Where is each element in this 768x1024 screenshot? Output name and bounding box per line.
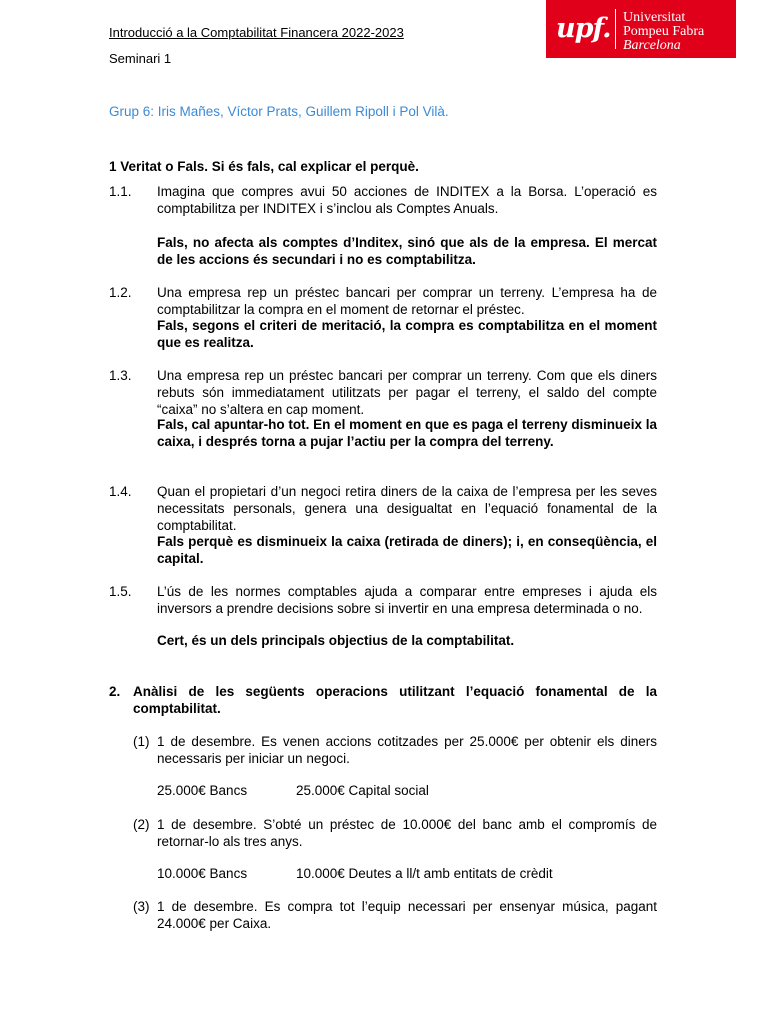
operation-text: 1 de desembre. Es compra tot l’equip necessari per ensenyar música, pagant 24.000€ per Caixa. [157, 899, 657, 931]
logo-line-1: Universitat [623, 10, 686, 25]
university-logo [546, 0, 736, 58]
entry-credit: 25.000€ Capital social [296, 783, 429, 798]
item-answer: Fals, cal apuntar-ho tot. En el moment en que es paga el terreny disminueix la caixa, i després torna a pujar l’actiu per la compra del terreny. [157, 417, 657, 449]
item-answer: Fals perquè es disminueix la caixa (retirada de diners); i, en conseqüència, el capital. [157, 534, 657, 566]
item-answer: Fals, no afecta als comptes d’Inditex, sinó que als de la empresa. El mercat de les accions és secundari i no es comptabilitza. [157, 235, 657, 267]
operation-text: 1 de desembre. S’obté un préstec de 10.000€ del banc amb el compromís de retornar-lo als tres anys. [157, 817, 657, 849]
section-1-heading: 1 Veritat o Fals. Si és fals, cal explicar el perquè. [109, 159, 419, 174]
logo-line-2: Pompeu Fabra [623, 24, 705, 39]
item-number: 1.3. [109, 368, 132, 383]
group-members: Grup 6: Iris Mañes, Víctor Prats, Guillem Ripoll i Pol Vilà. [109, 104, 449, 119]
operation-number: (1) [133, 734, 150, 749]
section-2-number: 2. [109, 684, 121, 699]
item-question: Una empresa rep un préstec bancari per comprar un terreny. Com que els diners rebuts són immediatament utilitzats per pagar el terreny, el saldo del compte “caixa” no s’altera en cap moment. [157, 368, 657, 417]
item-answer: Cert, és un dels principals objectius de la comptabilitat. [157, 633, 515, 648]
item-number: 1.5. [109, 584, 132, 599]
entry-debit: 25.000€ Bancs [157, 783, 248, 798]
item-question: L’ús de les normes comptables ajuda a comparar entre empreses i ajuda els inversors a prendre decisions sobre si invertir en una empresa determinada o no. [157, 584, 657, 616]
item-number: 1.2. [109, 285, 132, 300]
logo-line-3: Barcelona [623, 38, 681, 53]
item-number: 1.1. [109, 184, 132, 199]
course-title: Introducció a la Comptabilitat Financera 2022-2023 [109, 25, 404, 40]
logo-mark: upf. [556, 13, 611, 44]
entry-debit: 10.000€ Bancs [157, 866, 248, 881]
operation-text: 1 de desembre. Es venen accions cotitzades per 25.000€ per obtenir els diners necessaris per iniciar un negoci. [157, 734, 657, 766]
item-question: Quan el propietari d’un negoci retira diners de la caixa de l’empresa per les seves necessitats personals, genera una desigualtat en l’equació fonamental de la comptabilitat. [157, 484, 657, 533]
item-question: Imagina que compres avui 50 acciones de INDITEX a la Borsa. L’operació es comptabilitza per INDITEX i s’inclou als Comptes Anuals. [157, 184, 657, 216]
item-number: 1.4. [109, 484, 132, 499]
seminar-label: Seminari 1 [109, 51, 172, 66]
entry-credit: 10.000€ Deutes a ll/t amb entitats de crèdit [296, 866, 553, 881]
operation-number: (3) [133, 899, 150, 914]
item-answer: Fals, segons el criteri de meritació, la compra es comptabilitza en el moment que es realitza. [157, 318, 657, 350]
item-question: Una empresa rep un préstec bancari per comprar un terreny. L’empresa ha de comptabilitzar la compra en el moment de retornar el préstec. [157, 285, 657, 317]
logo-separator [615, 9, 616, 49]
operation-number: (2) [133, 817, 150, 832]
section-2-heading: Anàlisi de les següents operacions utilitzant l’equació fonamental de la comptabilitat. [133, 684, 657, 716]
